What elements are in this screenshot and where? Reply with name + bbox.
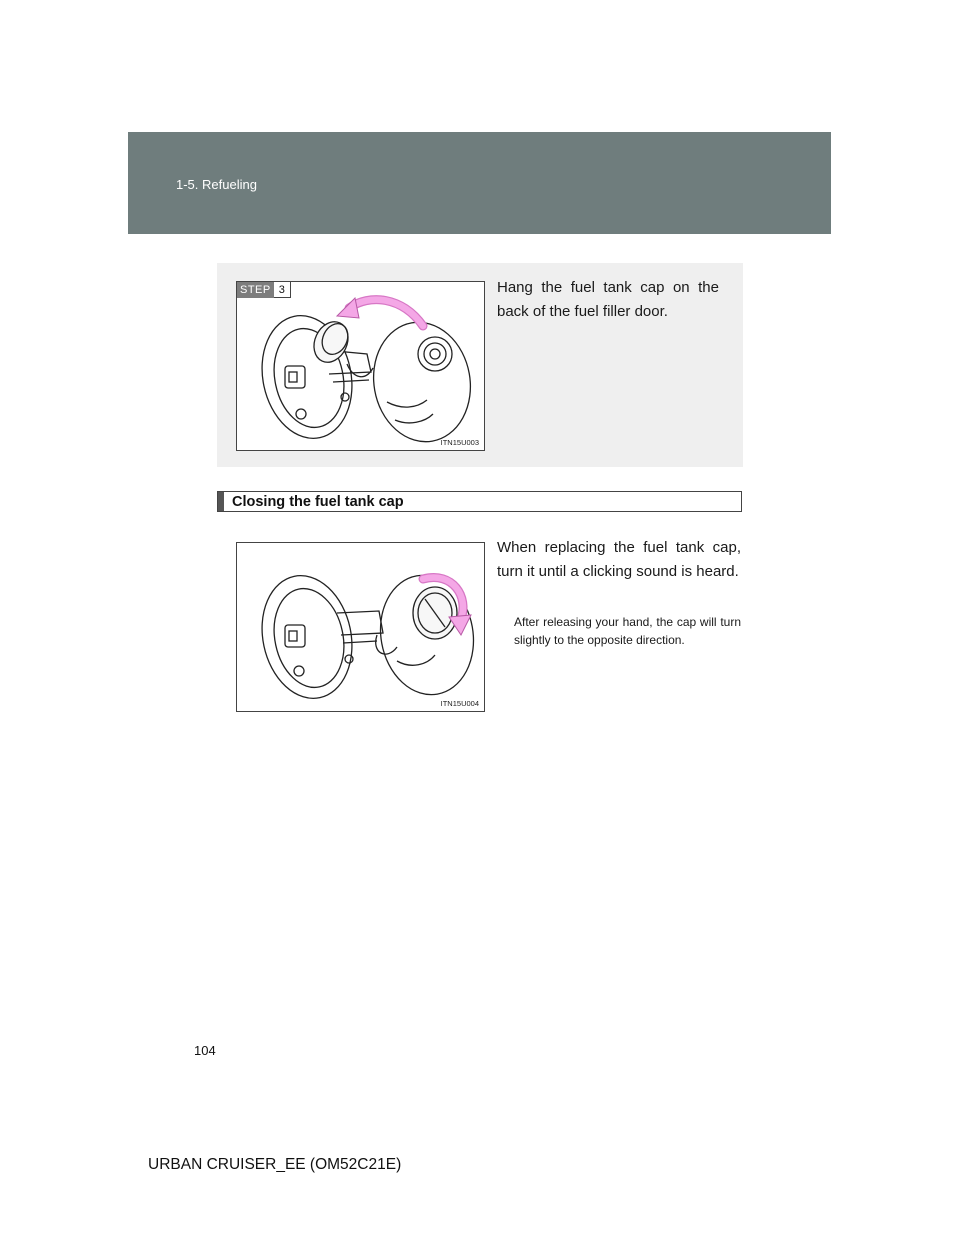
closing-instruction: When replacing the fuel tank cap, turn it until a clicking sound is heard.: [497, 539, 741, 580]
step-badge-word: STEP: [237, 282, 274, 298]
fuel-door-open-cap-hanging-drawing: [237, 282, 484, 450]
closing-note: After releasing your hand, the cap will turn slightly to the opposite direction.: [514, 615, 741, 647]
step-badge-number: 3: [274, 282, 291, 298]
step-3-illustration: [236, 281, 485, 451]
section-heading-closing: [217, 491, 742, 512]
step-3-instruction: Hang the fuel tank cap on the back of the fuel filler door.: [497, 279, 719, 320]
section-heading-text: Closing the fuel tank cap: [232, 493, 404, 510]
step-badge: [237, 282, 291, 298]
closing-cap-illustration: [236, 542, 485, 712]
fuel-cap-turning-drawing: [237, 543, 484, 711]
page-number: 104: [194, 1043, 216, 1058]
figure-code: ITN15U004: [440, 699, 479, 708]
footer-model-code: URBAN CRUISER_EE (OM52C21E): [148, 1156, 402, 1173]
page-header: [128, 132, 831, 234]
section-title: 1-5. Refueling: [176, 177, 257, 192]
figure-code: ITN15U003: [440, 438, 479, 447]
